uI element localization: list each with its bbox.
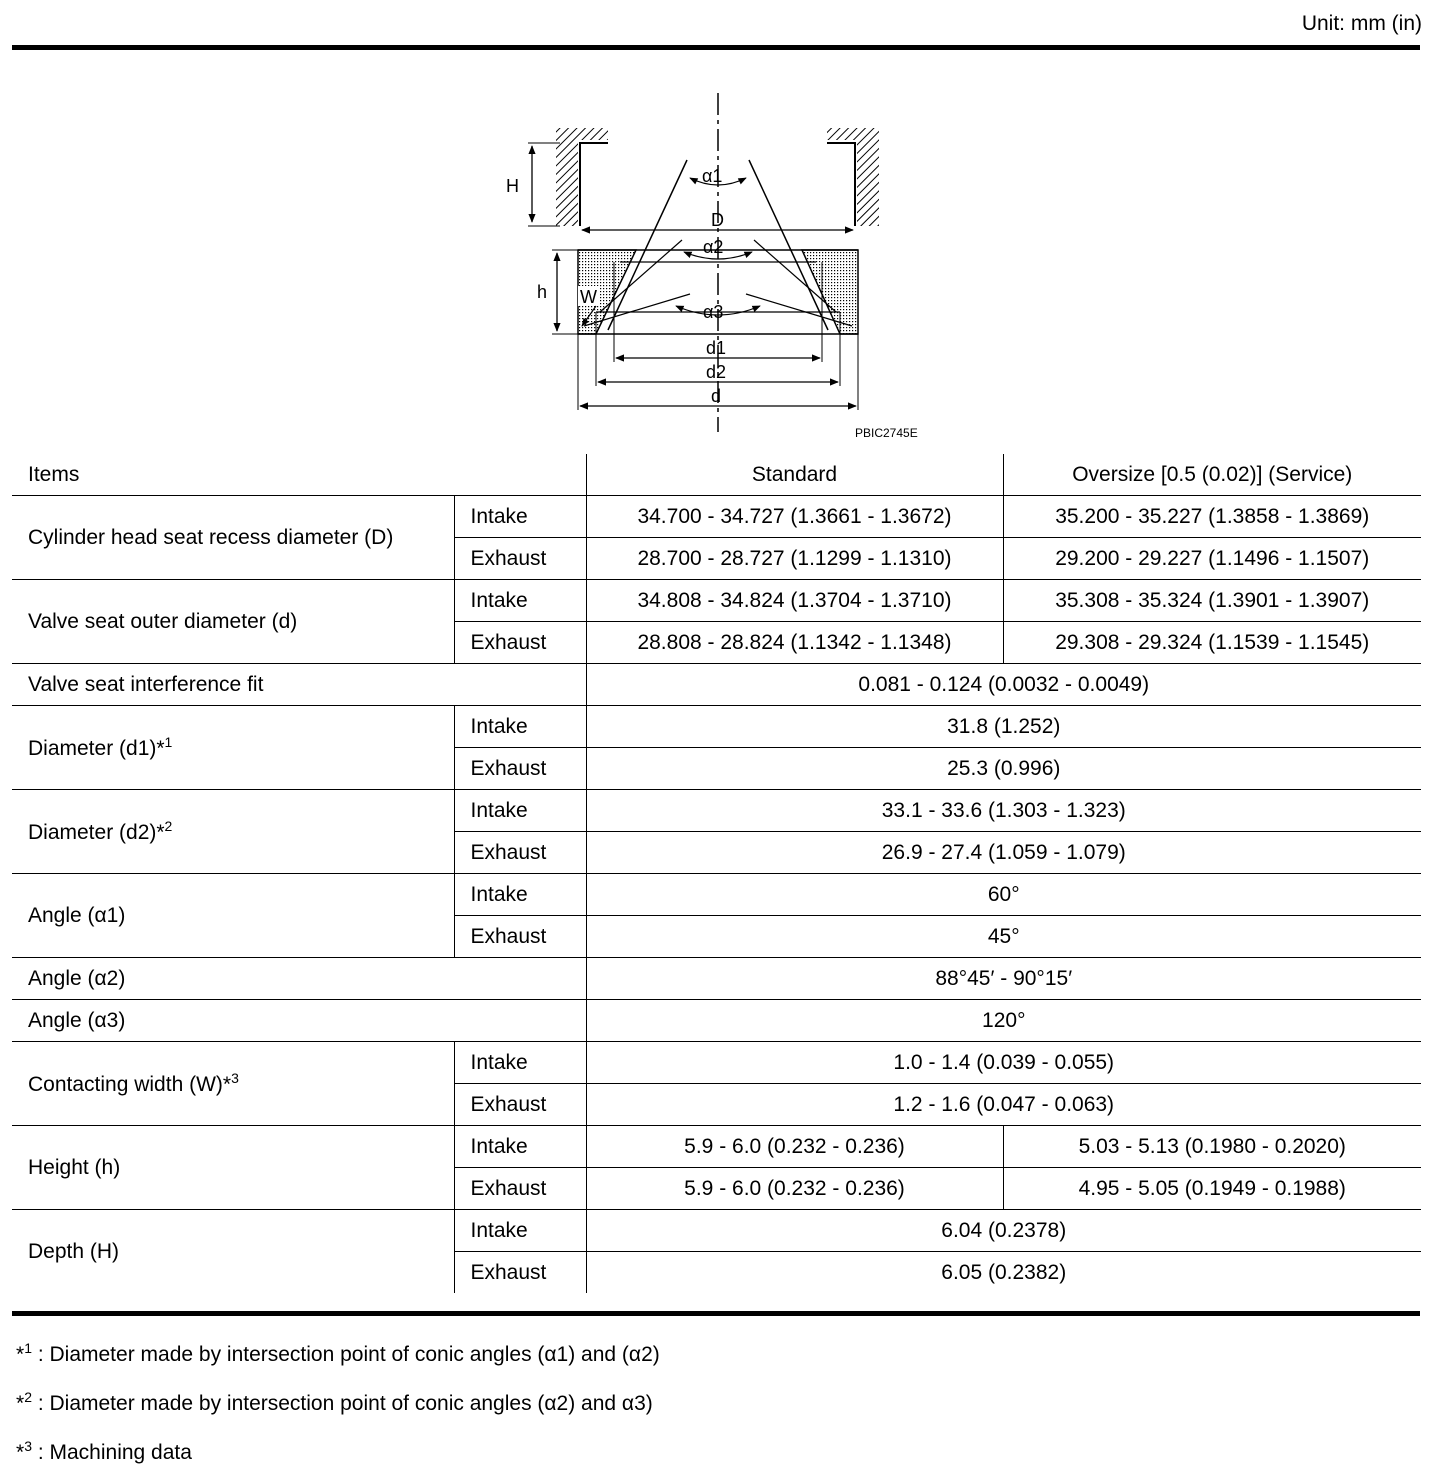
sub-label: Exhaust: [454, 832, 586, 874]
label-alpha3: α3: [703, 302, 724, 322]
sub-label: Intake: [454, 1126, 586, 1168]
label-D: D: [711, 210, 724, 230]
label-d2: d2: [706, 362, 727, 382]
cell-value: 120°: [586, 1000, 1421, 1042]
cell-value: 29.200 - 29.227 (1.1496 - 1.1507): [1003, 538, 1421, 580]
bottom-rule: [12, 1311, 1420, 1316]
header-row: [12, 454, 1421, 496]
row-label: Valve seat interference fit: [12, 664, 586, 706]
head-hatch-right: [827, 128, 879, 140]
sub-label: Exhaust: [454, 622, 586, 664]
label-d: d: [711, 386, 722, 406]
table-row: [12, 1000, 1421, 1042]
cell-value: 88°45′ - 90°15′: [586, 958, 1421, 1000]
cell-value: 28.700 - 28.727 (1.1299 - 1.1310): [586, 538, 1003, 580]
cell-value: 34.700 - 34.727 (1.3661 - 1.3672): [586, 496, 1003, 538]
cell-value: 31.8 (1.252): [586, 706, 1421, 748]
figure-code: PBIC2745E: [855, 426, 918, 440]
top-rule: [12, 45, 1420, 50]
table-row: [12, 496, 1421, 538]
table-row: [12, 580, 1421, 622]
cell-value: 34.808 - 34.824 (1.3704 - 1.3710): [586, 580, 1003, 622]
cell-value: 5.9 - 6.0 (0.232 - 0.236): [586, 1126, 1003, 1168]
cell-value: 35.308 - 35.324 (1.3901 - 1.3907): [1003, 580, 1421, 622]
spec-table: [12, 454, 1421, 1293]
row-label: Diameter (d1)*$^1$: [12, 706, 454, 790]
row-label: Angle (α3): [12, 1000, 586, 1042]
row-label: Angle (α2): [12, 958, 586, 1000]
sub-label: Intake: [454, 874, 586, 916]
label-alpha2: α2: [703, 237, 724, 257]
footnote: *$^2$ : Diameter made by intersection point of conic angles (α2) and α3): [16, 1389, 653, 1415]
cell-value: 6.05 (0.2382): [586, 1252, 1421, 1294]
row-label: Depth (H): [12, 1210, 454, 1294]
table-row: [12, 1210, 1421, 1252]
cell-value: 26.9 - 27.4 (1.059 - 1.079): [586, 832, 1421, 874]
table-row: [12, 1042, 1421, 1084]
sub-label: Exhaust: [454, 748, 586, 790]
header-standard: Standard: [586, 454, 1003, 496]
cell-value: 33.1 - 33.6 (1.303 - 1.323): [586, 790, 1421, 832]
cell-value: 28.808 - 28.824 (1.1342 - 1.1348): [586, 622, 1003, 664]
sub-label: Exhaust: [454, 1084, 586, 1126]
footnotes: [16, 1327, 660, 1474]
table-row: [12, 1126, 1421, 1168]
cell-value: 35.200 - 35.227 (1.3858 - 1.3869): [1003, 496, 1421, 538]
sub-label: Intake: [454, 1042, 586, 1084]
cell-value: 5.03 - 5.13 (0.1980 - 0.2020): [1003, 1126, 1421, 1168]
sub-label: Intake: [454, 496, 586, 538]
sub-label: Exhaust: [454, 916, 586, 958]
valve-seat-diagram: [500, 88, 940, 448]
row-label: Cylinder head seat recess diameter (D): [12, 496, 454, 580]
sub-label: Intake: [454, 1210, 586, 1252]
table-row: [12, 706, 1421, 748]
label-H: H: [506, 176, 519, 196]
footnote: *$^3$ : Machining data: [16, 1438, 192, 1464]
cell-value: 29.308 - 29.324 (1.1539 - 1.1545): [1003, 622, 1421, 664]
header-oversize: Oversize [0.5 (0.02)] (Service): [1003, 454, 1421, 496]
label-alpha1: α1: [702, 166, 723, 186]
cell-value: 60°: [586, 874, 1421, 916]
sub-label: Exhaust: [454, 1252, 586, 1294]
label-h: h: [537, 282, 548, 302]
head-hatch-left: [556, 128, 608, 140]
label-d1: d1: [706, 338, 727, 358]
row-label: Diameter (d2)*$^2$: [12, 790, 454, 874]
table-row: [12, 664, 1421, 706]
sub-label: Intake: [454, 790, 586, 832]
table-row: [12, 958, 1421, 1000]
cell-value: 1.2 - 1.6 (0.047 - 0.063): [586, 1084, 1421, 1126]
label-W: W: [580, 287, 597, 307]
cell-value: 1.0 - 1.4 (0.039 - 0.055): [586, 1042, 1421, 1084]
sub-label: Exhaust: [454, 1168, 586, 1210]
cell-value: 4.95 - 5.05 (0.1949 - 0.1988): [1003, 1168, 1421, 1210]
table-row: [12, 790, 1421, 832]
row-label: Angle (α1): [12, 874, 454, 958]
unit-label: Unit: mm (in): [1301, 12, 1422, 35]
cell-value: 0.081 - 0.124 (0.0032 - 0.0049): [586, 664, 1421, 706]
row-label: Height (h): [12, 1126, 454, 1210]
table-row: [12, 874, 1421, 916]
cell-value: 6.04 (0.2378): [586, 1210, 1421, 1252]
cell-value: 5.9 - 6.0 (0.232 - 0.236): [586, 1168, 1003, 1210]
row-label: Valve seat outer diameter (d): [12, 580, 454, 664]
sub-label: Intake: [454, 580, 586, 622]
cell-value: 25.3 (0.996): [586, 748, 1421, 790]
cell-value: 45°: [586, 916, 1421, 958]
row-label: Contacting width (W)*$^3$: [12, 1042, 454, 1126]
sub-label: Intake: [454, 706, 586, 748]
header-items: Items: [12, 454, 586, 496]
footnote: *$^1$ : Diameter made by intersection point of conic angles (α1) and (α2): [16, 1340, 660, 1366]
sub-label: Exhaust: [454, 538, 586, 580]
